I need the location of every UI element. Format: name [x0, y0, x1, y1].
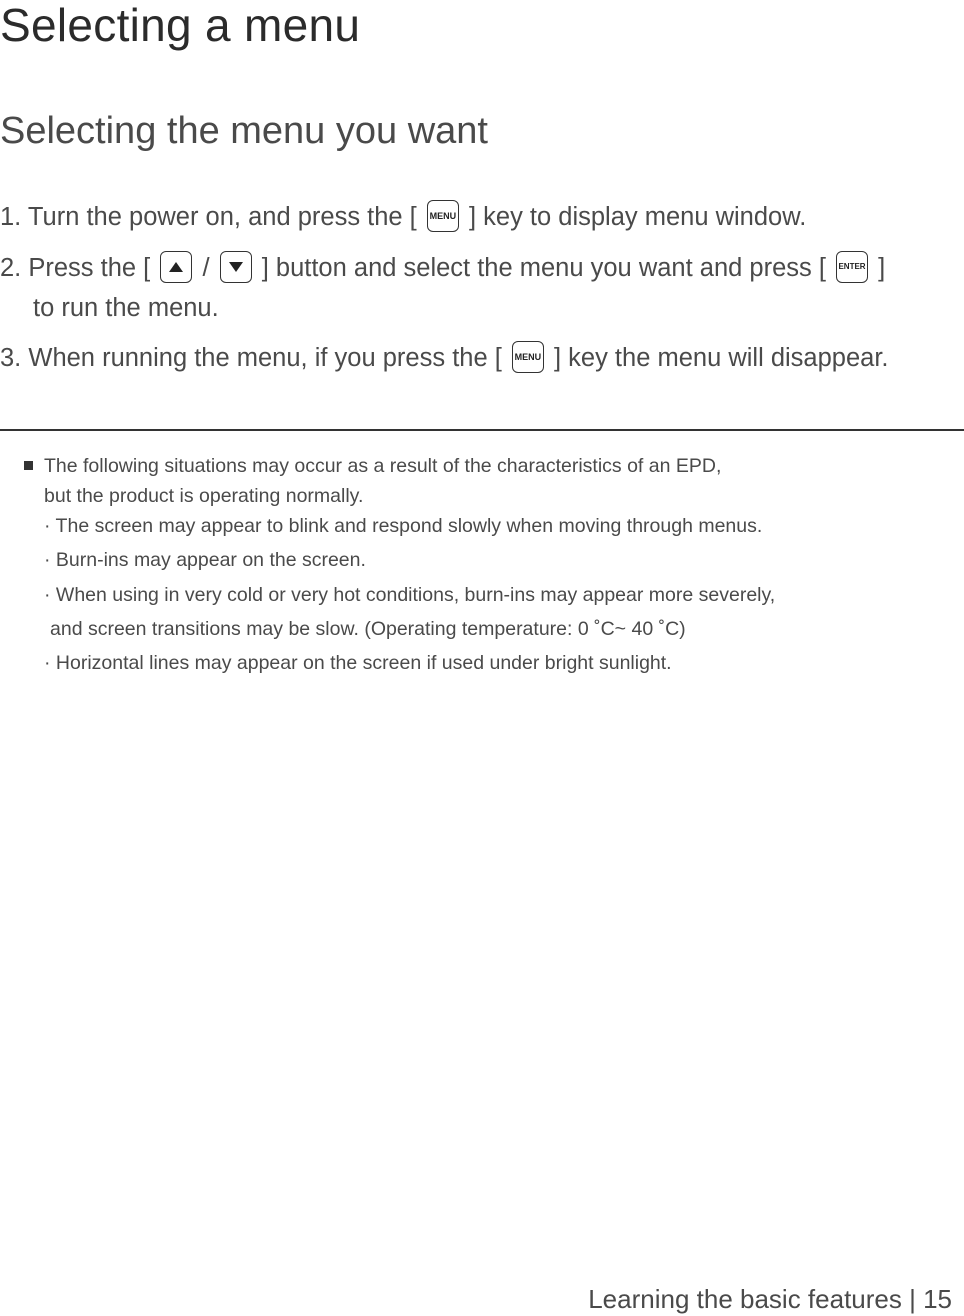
separator: / — [202, 254, 210, 282]
square-bullet-icon — [24, 461, 33, 470]
divider — [0, 429, 964, 431]
step-number: 1. — [0, 203, 22, 231]
menu-key-icon: MENU — [512, 341, 544, 373]
note-item: · The screen may appear to blink and respond slowly when moving through menus. — [44, 515, 763, 537]
step-2-continuation: to run the menu. — [33, 294, 219, 322]
step-text: ] key the menu will disappear. — [554, 344, 889, 372]
step-2 — [0, 253, 885, 285]
step-text: Press the [ — [28, 254, 151, 282]
note-intro-line-2: but the product is operating normally. — [44, 485, 364, 507]
step-text: ] button and select the menu you want and press [ — [261, 254, 826, 282]
step-text: Turn the power on, and press the [ — [27, 203, 417, 231]
note-item: · Horizontal lines may appear on the screen if used under bright sunlight. — [44, 652, 672, 674]
note-item: · Burn-ins may appear on the screen. — [44, 549, 366, 571]
note-item-continuation: and screen transitions may be slow. (Operating temperature: 0 ˚C~ 40 ˚C) — [50, 618, 686, 640]
step-3 — [0, 343, 889, 375]
step-number: 2. — [0, 254, 22, 282]
menu-key-icon: MENU — [427, 200, 459, 232]
up-arrow-icon — [160, 251, 192, 283]
step-text: When running the menu, if you press the [ — [28, 344, 502, 372]
step-number: 3. — [0, 344, 22, 372]
note-item: · When using in very cold or very hot conditions, burn-ins may appear more severely, — [44, 584, 776, 606]
note-intro-line-1: The following situations may occur as a result of the characteristics of an EPD, — [44, 455, 722, 477]
step-text: ] key to display menu window. — [468, 203, 807, 231]
enter-key-icon: ENTER — [836, 251, 868, 283]
step-1 — [0, 202, 806, 234]
section-subtitle: Selecting the menu you want — [0, 110, 488, 152]
step-text: ] — [878, 254, 886, 282]
page-footer: Learning the basic features | 15 — [588, 1284, 952, 1314]
down-arrow-icon — [220, 251, 252, 283]
page-title: Selecting a menu — [0, 0, 361, 51]
